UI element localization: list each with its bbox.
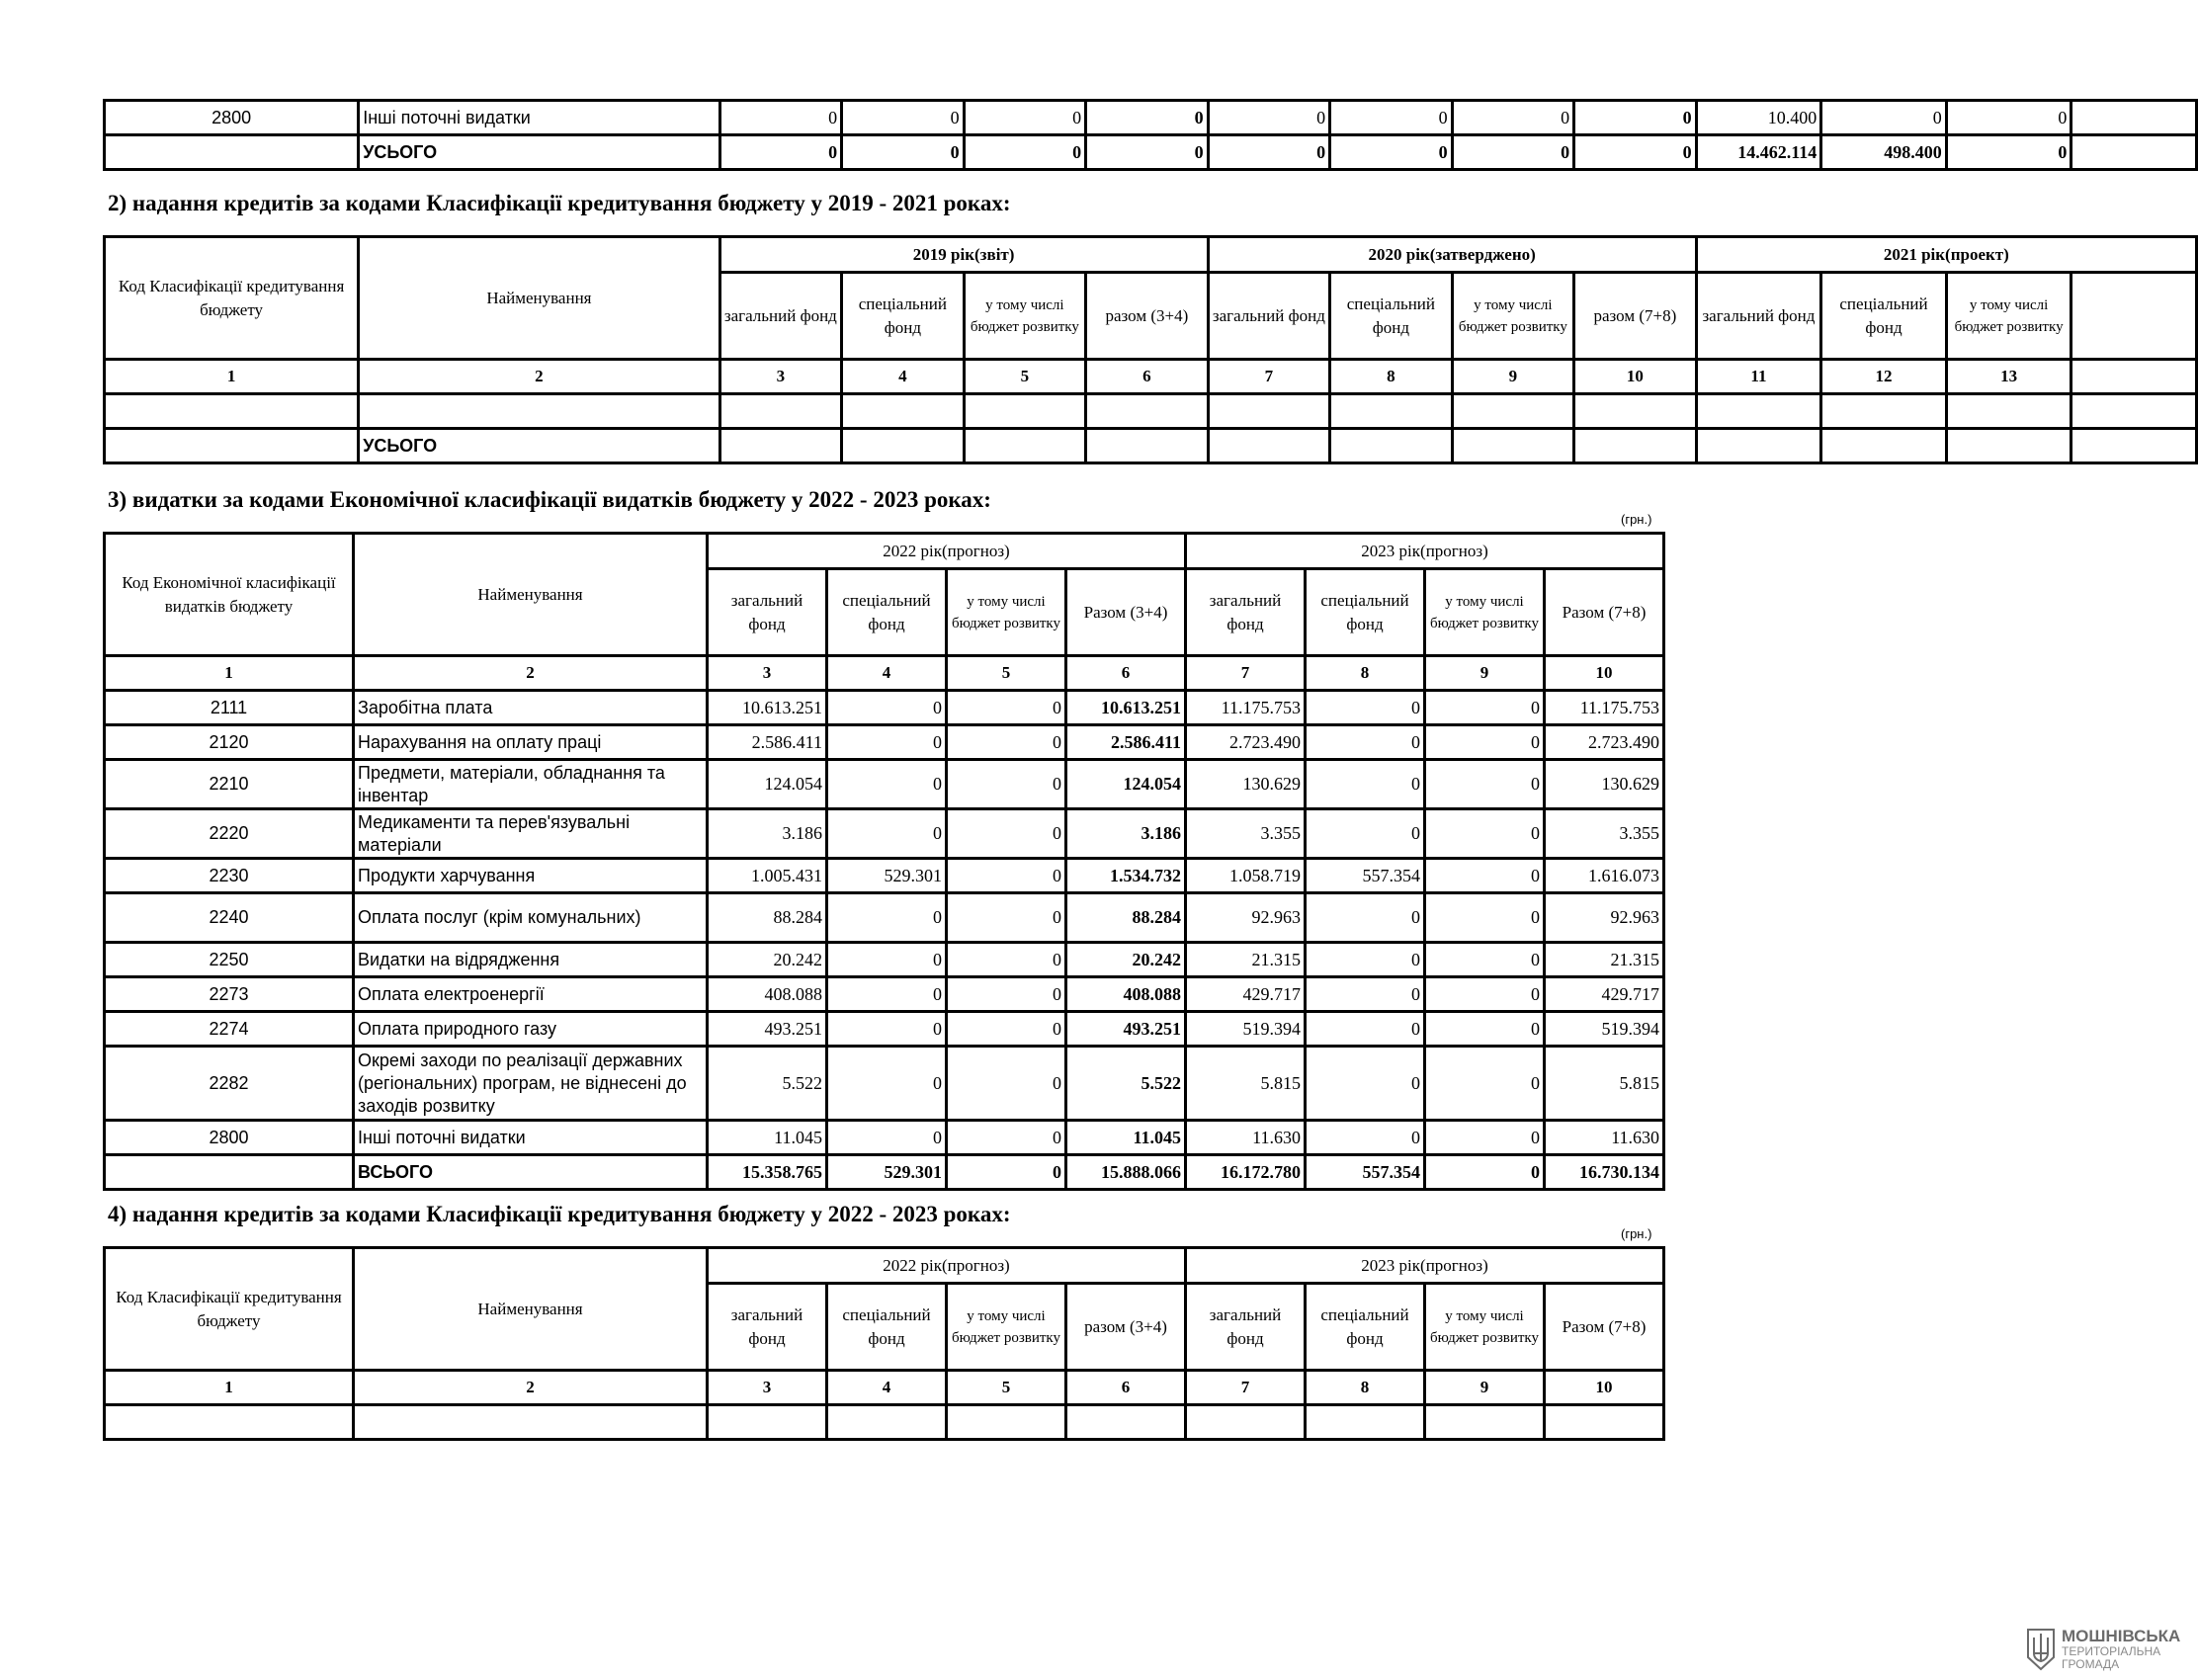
value-cell: 0 xyxy=(827,943,947,977)
total-value-cell: 0 xyxy=(947,1155,1066,1190)
value-cell: 11.045 xyxy=(708,1121,827,1155)
empty-cell xyxy=(1086,429,1209,463)
code-cell: 2210 xyxy=(105,760,354,809)
section4-credits-table xyxy=(103,1246,1665,1441)
empty-cell xyxy=(1696,394,1821,429)
value-cell: 11.045 xyxy=(1066,1121,1186,1155)
section2-credits-table xyxy=(103,235,2198,464)
subheader-cell: спеціальний фонд xyxy=(1330,273,1453,360)
empty-cell xyxy=(964,394,1086,429)
table-row xyxy=(105,1047,1664,1121)
empty-cell xyxy=(1545,1405,1664,1440)
value-cell: 3.186 xyxy=(1066,809,1186,859)
value-cell: 2.586.411 xyxy=(708,725,827,760)
value-cell: 429.717 xyxy=(1545,977,1664,1012)
name-cell: Окремі заходи по реалізації державних (регіональних) програм, не віднесені до заходів розвитку xyxy=(354,1047,708,1121)
value-cell: 493.251 xyxy=(708,1012,827,1047)
value-cell: 124.054 xyxy=(708,760,827,809)
value-cell: 1.534.732 xyxy=(1066,859,1186,893)
subheader-cell: Разом (7+8) xyxy=(1545,1284,1664,1371)
column-number-cell: 2 xyxy=(359,360,719,394)
value-cell: 11.175.753 xyxy=(1186,691,1306,725)
code-cell: 2273 xyxy=(105,977,354,1012)
value-cell: 0 xyxy=(964,101,1086,135)
code-cell: 2220 xyxy=(105,809,354,859)
empty-cell xyxy=(842,429,965,463)
value-cell: 5.522 xyxy=(1066,1047,1186,1121)
column-number-cell: 5 xyxy=(947,656,1066,691)
empty-cell xyxy=(354,1405,708,1440)
value-cell: 0 xyxy=(1425,809,1545,859)
value-cell: 0 xyxy=(1425,1121,1545,1155)
subheader-cell: спеціальний фонд xyxy=(827,569,947,656)
year-header-2021: 2021 рік(проект) xyxy=(1696,237,2196,273)
empty-cell xyxy=(2071,101,2197,135)
value-cell: 493.251 xyxy=(1066,1012,1186,1047)
total-value-cell: 16.172.780 xyxy=(1186,1155,1306,1190)
value-cell: 0 xyxy=(947,859,1066,893)
value-cell: 5.815 xyxy=(1545,1047,1664,1121)
value-cell: 3.186 xyxy=(708,809,827,859)
empty-cell xyxy=(1452,394,1574,429)
subheader-cell: загальний фонд xyxy=(1208,273,1330,360)
column-number-cell: 7 xyxy=(1186,1371,1306,1405)
value-cell: 498.400 xyxy=(1821,135,1947,170)
column-number-cell: 4 xyxy=(827,1371,947,1405)
value-cell: 10.400 xyxy=(1696,101,1821,135)
value-cell: 0 xyxy=(827,1012,947,1047)
value-cell: 0 xyxy=(947,943,1066,977)
column-number-cell: 11 xyxy=(1696,360,1821,394)
code-cell: 2282 xyxy=(105,1047,354,1121)
column-number-cell: 4 xyxy=(842,360,965,394)
empty-cell xyxy=(1330,394,1453,429)
table-row xyxy=(105,135,2197,170)
value-cell: 557.354 xyxy=(1306,859,1425,893)
column-number-cell: 5 xyxy=(964,360,1086,394)
col-name-header: Найменування xyxy=(354,1248,708,1371)
value-cell: 11.175.753 xyxy=(1545,691,1664,725)
column-number-cell: 6 xyxy=(1066,656,1186,691)
section4-unit: (грн.) xyxy=(1621,1226,1652,1241)
column-number-cell: 9 xyxy=(1452,360,1574,394)
value-cell: 2.586.411 xyxy=(1066,725,1186,760)
value-cell: 0 xyxy=(947,809,1066,859)
table-row xyxy=(105,725,1664,760)
subheader-cell: загальний фонд xyxy=(708,569,827,656)
value-cell: 0 xyxy=(1330,101,1453,135)
name-cell: Інші поточні видатки xyxy=(354,1121,708,1155)
code-cell: 2274 xyxy=(105,1012,354,1047)
top-table-viewport xyxy=(103,99,2068,174)
value-cell: 0 xyxy=(1306,809,1425,859)
year-header-2020: 2020 рік(затверджено) xyxy=(1208,237,1696,273)
column-number-cell: 3 xyxy=(708,656,827,691)
code-cell: 2230 xyxy=(105,859,354,893)
subheader-cell: Разом (7+8) xyxy=(1545,569,1664,656)
total-value-cell: 529.301 xyxy=(827,1155,947,1190)
empty-cell xyxy=(1208,394,1330,429)
value-cell: 0 xyxy=(1306,760,1425,809)
value-cell: 0 xyxy=(1086,135,1209,170)
subheader-cell: Разом (3+4) xyxy=(1066,569,1186,656)
empty-cell xyxy=(1821,394,1947,429)
column-number-cell: 8 xyxy=(1306,1371,1425,1405)
name-cell: Медикаменти та перев'язувальні матеріали xyxy=(354,809,708,859)
value-cell: 0 xyxy=(1946,101,2071,135)
total-value-cell: 15.888.066 xyxy=(1066,1155,1186,1190)
column-number-cell: 2 xyxy=(354,656,708,691)
column-number-cell: 10 xyxy=(1545,656,1664,691)
column-number-cell: 3 xyxy=(708,1371,827,1405)
empty-cell xyxy=(105,394,359,429)
value-cell: 20.242 xyxy=(1066,943,1186,977)
column-number-cell: 10 xyxy=(1545,1371,1664,1405)
table-row xyxy=(105,809,1664,859)
table-row xyxy=(105,893,1664,943)
subheader-cell: загальний фонд xyxy=(1186,1284,1306,1371)
value-cell: 5.815 xyxy=(1186,1047,1306,1121)
column-number-cell: 7 xyxy=(1208,360,1330,394)
value-cell: 429.717 xyxy=(1186,977,1306,1012)
value-cell: 0 xyxy=(827,977,947,1012)
subheader-cell: спеціальний фонд xyxy=(1821,273,1947,360)
name-cell: Оплата електроенергії xyxy=(354,977,708,1012)
subheader-cell: у тому числі бюджет розвитку xyxy=(1425,1284,1545,1371)
value-cell: 0 xyxy=(1306,893,1425,943)
empty-cell xyxy=(1696,429,1821,463)
subheader-cell: разом (3+4) xyxy=(1086,273,1209,360)
value-cell: 408.088 xyxy=(708,977,827,1012)
value-cell: 21.315 xyxy=(1545,943,1664,977)
value-cell: 529.301 xyxy=(827,859,947,893)
empty-cell xyxy=(2071,429,2197,463)
value-cell: 0 xyxy=(1306,943,1425,977)
value-cell: 88.284 xyxy=(1066,893,1186,943)
value-cell: 88.284 xyxy=(708,893,827,943)
logo-line3: ГРОМАДА xyxy=(2062,1657,2120,1671)
value-cell: 519.394 xyxy=(1545,1012,1664,1047)
value-cell: 0 xyxy=(1574,135,1697,170)
empty-cell xyxy=(2071,135,2197,170)
subheader-cell: спеціальний фонд xyxy=(1306,1284,1425,1371)
table-row xyxy=(105,1012,1664,1047)
value-cell: 1.058.719 xyxy=(1186,859,1306,893)
column-number-cell: 12 xyxy=(1821,360,1947,394)
name-cell: Предмети, матеріали, обладнання та інвентар xyxy=(354,760,708,809)
col-code-header: Код Класифікації кредитування бюджету xyxy=(105,1248,354,1371)
value-cell: 0 xyxy=(1425,760,1545,809)
value-cell: 0 xyxy=(1574,101,1697,135)
value-cell: 130.629 xyxy=(1186,760,1306,809)
empty-cell xyxy=(719,429,842,463)
total-value-cell: 0 xyxy=(1425,1155,1545,1190)
section2-table-viewport xyxy=(103,235,2064,470)
subheader-cell: спеціальний фонд xyxy=(1306,569,1425,656)
value-cell: 0 xyxy=(827,691,947,725)
table-row xyxy=(105,1121,1664,1155)
value-cell: 0 xyxy=(827,725,947,760)
value-cell: 0 xyxy=(947,725,1066,760)
column-number-cell: 13 xyxy=(1946,360,2071,394)
year-header-2023: 2023 рік(прогноз) xyxy=(1186,1248,1664,1284)
section3-title: 3) видатки за кодами Економічної класифікації видатків бюджету у 2022 - 2023 роках: xyxy=(108,487,991,512)
value-cell: 0 xyxy=(947,1012,1066,1047)
subheader-cell: загальний фонд xyxy=(719,273,842,360)
column-number-cell: 1 xyxy=(105,656,354,691)
value-cell: 1.005.431 xyxy=(708,859,827,893)
value-cell: 408.088 xyxy=(1066,977,1186,1012)
value-cell: 0 xyxy=(1821,101,1947,135)
value-cell: 0 xyxy=(1208,101,1330,135)
value-cell: 0 xyxy=(1306,725,1425,760)
value-cell: 0 xyxy=(1306,691,1425,725)
logo-line2: ТЕРИТОРІАЛЬНА xyxy=(2062,1644,2161,1658)
column-number-cell: 4 xyxy=(827,656,947,691)
table-row xyxy=(105,760,1664,809)
table-row xyxy=(105,101,2197,135)
value-cell: 0 xyxy=(1425,1047,1545,1121)
subheader-cell: разом (3+4) xyxy=(1066,1284,1186,1371)
empty-cell xyxy=(1330,429,1453,463)
subheader-cell: разом (7+8) xyxy=(1574,273,1697,360)
value-cell: 0 xyxy=(947,1121,1066,1155)
year-header-2022: 2022 рік(прогноз) xyxy=(708,534,1186,569)
value-cell: 0 xyxy=(842,135,965,170)
value-cell: 0 xyxy=(827,1047,947,1121)
empty-cell xyxy=(947,1405,1066,1440)
value-cell: 0 xyxy=(827,760,947,809)
value-cell: 3.355 xyxy=(1186,809,1306,859)
section4-title: 4) надання кредитів за кодами Класифікації кредитування бюджету у 2022 - 2023 роках: xyxy=(108,1202,1011,1226)
code-cell xyxy=(105,135,359,170)
year-header-2019: 2019 рік(звіт) xyxy=(719,237,1208,273)
column-number-cell: 5 xyxy=(947,1371,1066,1405)
column-number-cell: 6 xyxy=(1066,1371,1186,1405)
value-cell: 0 xyxy=(964,135,1086,170)
subheader-cell: загальний фонд xyxy=(1186,569,1306,656)
column-number-cell: 1 xyxy=(105,360,359,394)
value-cell: 20.242 xyxy=(708,943,827,977)
value-cell: 0 xyxy=(1306,1012,1425,1047)
empty-cell xyxy=(1946,394,2071,429)
value-cell: 0 xyxy=(1425,725,1545,760)
value-cell: 124.054 xyxy=(1066,760,1186,809)
value-cell: 0 xyxy=(947,977,1066,1012)
value-cell: 0 xyxy=(719,135,842,170)
empty-cell xyxy=(1425,1405,1545,1440)
empty-cell xyxy=(1946,429,2071,463)
table-row xyxy=(105,691,1664,725)
value-cell: 0 xyxy=(1306,1047,1425,1121)
value-cell: 0 xyxy=(827,809,947,859)
column-number-cell: 2 xyxy=(354,1371,708,1405)
value-cell: 0 xyxy=(947,691,1066,725)
value-cell: 0 xyxy=(842,101,965,135)
year-header-2022: 2022 рік(прогноз) xyxy=(708,1248,1186,1284)
empty-cell xyxy=(1186,1405,1306,1440)
column-number-cell: 3 xyxy=(719,360,842,394)
name-cell: УСЬОГО xyxy=(359,135,719,170)
subheader-cell: спеціальний фонд xyxy=(827,1284,947,1371)
year-header-2023: 2023 рік(прогноз) xyxy=(1186,534,1664,569)
empty-cell xyxy=(1821,429,1947,463)
value-cell: 130.629 xyxy=(1545,760,1664,809)
total-value-cell: 16.730.134 xyxy=(1545,1155,1664,1190)
value-cell: 519.394 xyxy=(1186,1012,1306,1047)
value-cell: 0 xyxy=(1425,691,1545,725)
subheader-cell: у тому числі бюджет розвитку xyxy=(964,273,1086,360)
subheader-cell: загальний фонд xyxy=(708,1284,827,1371)
value-cell: 92.963 xyxy=(1186,893,1306,943)
logo-line1: МОШНІВСЬКА xyxy=(2062,1627,2181,1645)
value-cell: 0 xyxy=(1425,943,1545,977)
col-code-header: Код Класифікації кредитування бюджету xyxy=(105,237,359,360)
empty-cell xyxy=(719,394,842,429)
empty-cell xyxy=(359,394,719,429)
empty-cell xyxy=(105,429,359,463)
empty-cell xyxy=(2071,360,2197,394)
value-cell: 0 xyxy=(947,893,1066,943)
value-cell: 2.723.490 xyxy=(1545,725,1664,760)
col-code-header: Код Економічної класифікації видатків бюджету xyxy=(105,534,354,656)
column-number-cell: 6 xyxy=(1086,360,1209,394)
name-cell: Видатки на відрядження xyxy=(354,943,708,977)
code-cell: 2800 xyxy=(105,1121,354,1155)
code-cell: 2250 xyxy=(105,943,354,977)
value-cell: 0 xyxy=(947,1047,1066,1121)
community-logo xyxy=(2026,1627,2181,1672)
code-cell: 2240 xyxy=(105,893,354,943)
name-cell: Продукти харчування xyxy=(354,859,708,893)
trident-icon xyxy=(2026,1628,2056,1671)
value-cell: 0 xyxy=(1425,977,1545,1012)
name-cell: Нарахування на оплату праці xyxy=(354,725,708,760)
value-cell: 1.616.073 xyxy=(1545,859,1664,893)
column-number-cell: 8 xyxy=(1306,656,1425,691)
column-number-cell: 10 xyxy=(1574,360,1697,394)
empty-cell xyxy=(1066,1405,1186,1440)
col-name-header: Найменування xyxy=(354,534,708,656)
value-cell: 0 xyxy=(827,1121,947,1155)
empty-cell xyxy=(842,394,965,429)
section2-title: 2) надання кредитів за кодами Класифікації кредитування бюджету у 2019 - 2021 роках: xyxy=(108,191,1011,215)
code-cell: 2111 xyxy=(105,691,354,725)
empty-cell xyxy=(105,1405,354,1440)
total-label: УСЬОГО xyxy=(359,429,719,463)
name-cell: Інші поточні видатки xyxy=(359,101,719,135)
table-row xyxy=(105,943,1664,977)
table-row xyxy=(105,977,1664,1012)
empty-cell xyxy=(964,429,1086,463)
value-cell: 11.630 xyxy=(1186,1121,1306,1155)
value-cell: 0 xyxy=(1425,859,1545,893)
name-cell: Оплата природного газу xyxy=(354,1012,708,1047)
value-cell: 11.630 xyxy=(1545,1121,1664,1155)
subheader-cell: у тому числі бюджет розвитку xyxy=(947,1284,1066,1371)
value-cell: 0 xyxy=(1306,977,1425,1012)
empty-cell xyxy=(2071,394,2197,429)
column-number-cell: 9 xyxy=(1425,1371,1545,1405)
col-name-header: Найменування xyxy=(359,237,719,360)
empty-cell xyxy=(1086,394,1209,429)
value-cell: 0 xyxy=(947,760,1066,809)
section3-expenses-table xyxy=(103,532,1665,1191)
value-cell: 0 xyxy=(1452,135,1574,170)
value-cell: 0 xyxy=(1208,135,1330,170)
value-cell: 0 xyxy=(1425,893,1545,943)
name-cell: Оплата послуг (крім комунальних) xyxy=(354,893,708,943)
empty-cell xyxy=(1574,429,1697,463)
top-summary-table xyxy=(103,99,2198,171)
value-cell: 10.613.251 xyxy=(1066,691,1186,725)
subheader-cell: у тому числі бюджет розвитку xyxy=(1425,569,1545,656)
total-value-cell: 557.354 xyxy=(1306,1155,1425,1190)
total-value-cell: 15.358.765 xyxy=(708,1155,827,1190)
subheader-cell: загальний фонд xyxy=(1696,273,1821,360)
empty-cell xyxy=(105,1155,354,1190)
column-number-cell: 9 xyxy=(1425,656,1545,691)
value-cell: 10.613.251 xyxy=(708,691,827,725)
empty-cell xyxy=(1574,394,1697,429)
column-number-cell: 7 xyxy=(1186,656,1306,691)
subheader-cell: у тому числі бюджет розвитку xyxy=(1946,273,2071,360)
name-cell: Заробітна плата xyxy=(354,691,708,725)
value-cell: 0 xyxy=(719,101,842,135)
value-cell: 21.315 xyxy=(1186,943,1306,977)
value-cell: 3.355 xyxy=(1545,809,1664,859)
code-cell: 2800 xyxy=(105,101,359,135)
value-cell: 0 xyxy=(1306,1121,1425,1155)
subheader-cell: у тому числі бюджет розвитку xyxy=(947,569,1066,656)
value-cell: 5.522 xyxy=(708,1047,827,1121)
subheader-cell: спеціальний фонд xyxy=(842,273,965,360)
empty-cell xyxy=(2071,273,2197,360)
value-cell: 0 xyxy=(1425,1012,1545,1047)
value-cell: 14.462.114 xyxy=(1696,135,1821,170)
table-row xyxy=(105,859,1664,893)
value-cell: 0 xyxy=(1452,101,1574,135)
value-cell: 0 xyxy=(827,893,947,943)
value-cell: 0 xyxy=(1330,135,1453,170)
empty-cell xyxy=(827,1405,947,1440)
total-label: ВСЬОГО xyxy=(354,1155,708,1190)
empty-cell xyxy=(1306,1405,1425,1440)
value-cell: 0 xyxy=(1086,101,1209,135)
value-cell: 2.723.490 xyxy=(1186,725,1306,760)
empty-cell xyxy=(1208,429,1330,463)
column-number-cell: 8 xyxy=(1330,360,1453,394)
empty-cell xyxy=(708,1405,827,1440)
section3-unit: (грн.) xyxy=(1621,512,1652,527)
value-cell: 92.963 xyxy=(1545,893,1664,943)
code-cell: 2120 xyxy=(105,725,354,760)
column-number-cell: 1 xyxy=(105,1371,354,1405)
subheader-cell: у тому числі бюджет розвитку xyxy=(1452,273,1574,360)
empty-cell xyxy=(1452,429,1574,463)
value-cell: 0 xyxy=(1946,135,2071,170)
